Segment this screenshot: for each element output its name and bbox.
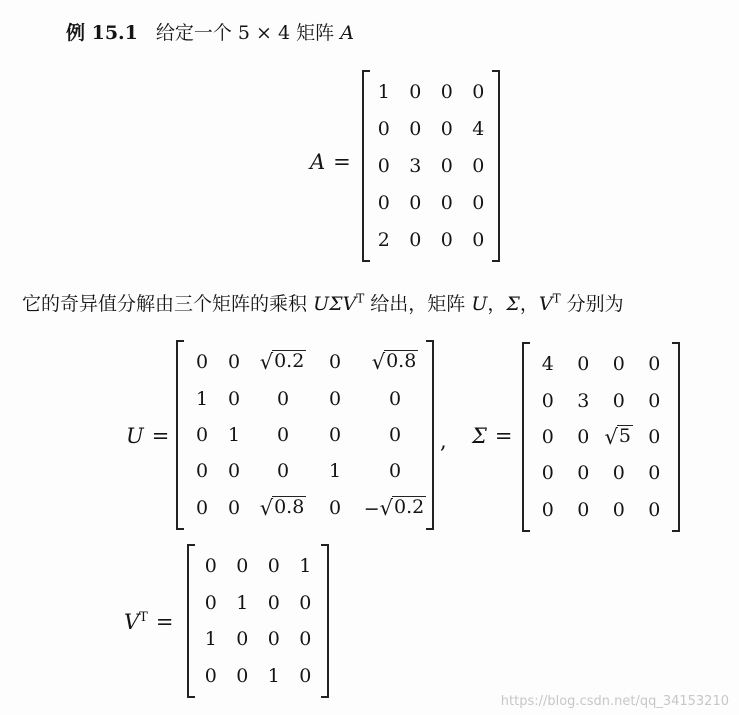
matrix-cell: 0 [299,628,312,651]
matrix-vt-lhs [124,610,173,634]
matrix-u-name: U [126,424,144,448]
sentence-part-1: 它的奇异值分解由三个矩阵的乘积 [22,293,308,315]
matrix-cell: 2 [377,228,390,251]
matrix-cell: 0 [472,191,485,214]
matrix-cell: 0 [612,353,625,376]
matrix-cell: 0 [648,425,661,448]
matrix-cell: 0 [276,387,290,410]
matrix-cell: 0 [267,591,280,614]
matrix-cell: 1 [236,591,249,614]
sentence-part-3: 分别为 [566,293,624,315]
matrix-cell: 0 [299,664,312,687]
matrix-cell: 0 [204,555,217,578]
matrix-cell: 0 [472,81,485,104]
matrix-cell: 0 [195,351,209,374]
matrix-sigma-lhs [472,424,512,448]
intro-text: 给定一个 5 × 4 矩阵 [155,22,335,44]
matrix-cell: 0 [377,154,390,177]
matrix-u-grid [186,344,426,526]
matrix-cell: 0 [227,387,241,410]
matrix-cell: 1 [195,387,209,410]
example-label: 例 15.1 [66,22,138,44]
matrix-u [176,342,434,528]
matrix-cell: 0 [328,387,342,410]
matrix-cell: 0 [377,191,390,214]
matrix-cell: 0 [440,118,453,141]
watermark: https://blog.csdn.net/qq_34153210 [500,694,729,709]
matrix-cell: 0 [577,462,590,485]
matrix-cell: 0 [612,498,625,521]
matrix-cell: 0 [472,228,485,251]
matrix-cell: 1 [267,664,280,687]
matrix-cell: 0 [577,425,590,448]
matrix-cell: 0 [541,425,554,448]
matrix-cell: 0 [440,154,453,177]
matrix-a-grid [368,74,494,258]
matrix-cell: √ 5 [604,424,631,449]
matrix-separator: , [440,429,447,453]
matrix-cell: 0 [299,591,312,614]
matrix-vt [187,546,329,696]
matrix-cell: 0 [577,353,590,376]
matrix-a [362,72,500,260]
matrix-cell: 0 [648,462,661,485]
matrix-cell: 0 [409,228,422,251]
matrix-cell: 0 [276,423,290,446]
matrix-cell: 0 [409,191,422,214]
matrix-cell: 1 [328,460,342,483]
matrix-cell: 0 [236,628,249,651]
matrix-cell: 0 [195,460,209,483]
matrix-cell: 0 [388,460,402,483]
matrix-a-lhs [310,150,351,174]
matrix-cell: √ 0.8 [371,350,417,375]
matrix-cell: 0 [648,353,661,376]
matrix-vt-superscript: T [139,610,148,625]
matrix-cell: 1 [377,81,390,104]
matrix-cell: 0 [276,460,290,483]
matrix-cell: 0 [612,462,625,485]
decomposition-sentence [22,289,624,316]
matrix-vt-name: V [124,610,140,634]
matrix-cell: 0 [577,498,590,521]
matrix-cell: 0 [648,498,661,521]
matrix-cell: 1 [299,555,312,578]
matrix-cell: 0 [267,555,280,578]
matrix-cell: 0 [440,191,453,214]
matrix-cell: √ 0.8 [259,495,305,520]
equals-sign: = [494,424,513,448]
matrix-cell: 0 [612,389,625,412]
matrix-cell: 0 [204,664,217,687]
matrix-cell: 0 [440,228,453,251]
matrix-sigma-name: Σ [472,424,487,448]
equals-sign: = [333,150,351,174]
matrix-cell: 0 [195,423,209,446]
matrix-cell: 1 [227,423,241,446]
matrix-cell: √ 0.2 [259,350,305,375]
matrix-cell: 4 [541,353,554,376]
intro-symbol: A [340,22,354,44]
equals-sign: = [151,424,170,448]
matrix-cell: 0 [267,628,280,651]
matrix-a-name: A [310,150,326,174]
separator-2: ， [519,293,539,315]
matrix-cell: 0 [227,351,241,374]
matrix-cell: 0 [328,496,342,519]
matrix-cell: 3 [409,154,422,177]
matrix-cell: 0 [227,496,241,519]
product-expression: UΣV [313,293,357,315]
symbol-sigma: Σ [506,293,520,315]
separator-1: ， [487,293,507,315]
matrix-vt-grid [195,548,321,694]
example-heading [66,18,354,45]
symbol-v-superscript: T [552,291,561,306]
matrix-sigma [522,344,680,530]
matrix-cell: 0 [236,555,249,578]
sentence-part-2: 给出，矩阵 [370,293,466,315]
matrix-cell: 0 [440,81,453,104]
matrix-cell: 0 [328,423,342,446]
symbol-u: U [471,293,488,315]
matrix-sigma-grid [530,346,672,528]
matrix-cell: 0 [409,118,422,141]
matrix-cell: 0 [328,351,342,374]
matrix-cell: 0 [541,498,554,521]
matrix-cell: 0 [227,460,241,483]
matrix-cell: 0 [236,664,249,687]
equals-sign: = [155,610,174,634]
symbol-v: V [538,293,553,315]
matrix-u-lhs [126,424,169,448]
matrix-cell: 0 [195,496,209,519]
matrix-cell: 3 [577,389,590,412]
matrix-cell: 4 [472,118,485,141]
matrix-cell: 0 [409,81,422,104]
matrix-cell: 0 [388,387,402,410]
matrix-cell: − √ 0.2 [363,495,425,520]
matrix-cell: 0 [541,462,554,485]
matrix-cell: 0 [388,423,402,446]
matrix-cell: 0 [377,118,390,141]
matrix-cell: 0 [648,389,661,412]
product-superscript: T [356,291,365,306]
matrix-cell: 0 [472,154,485,177]
matrix-cell: 0 [541,389,554,412]
matrix-cell: 1 [204,628,217,651]
matrix-cell: 0 [204,591,217,614]
